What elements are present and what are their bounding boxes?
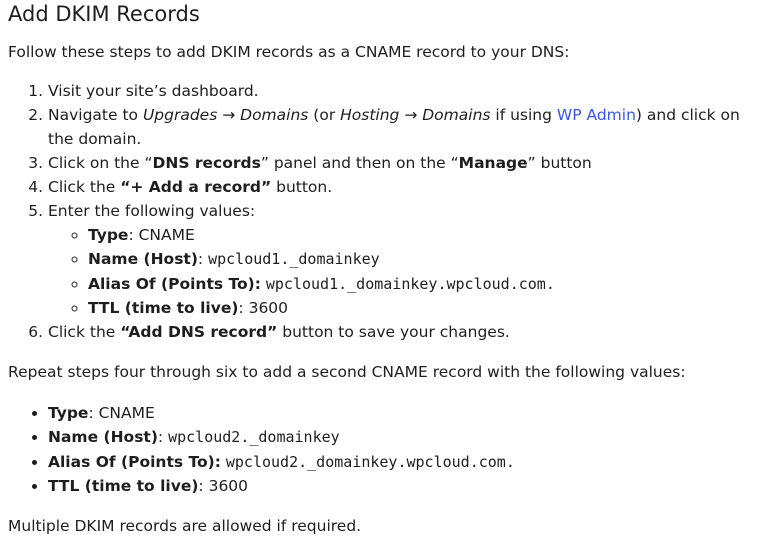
wp-admin-link[interactable]: WP Admin [556, 106, 636, 124]
value-code: wpcloud2._domainkey.wpcloud.com. [225, 452, 515, 471]
value-label: Alias Of (Points To): [48, 452, 221, 471]
intro-paragraph: Follow these steps to add DKIM records as a CNAME record to your DNS: [8, 43, 570, 61]
second-record-values [8, 401, 765, 498]
step-1-text: Visit your site’s dashboard. [48, 82, 259, 100]
outro-paragraph: Multiple DKIM records are allowed if required. [8, 517, 362, 536]
step-5 [48, 199, 765, 320]
value-item [88, 272, 765, 296]
value-code: wpcloud1._domainkey.wpcloud.com. [265, 274, 555, 293]
upgrades-menu-label: Upgrades [142, 106, 218, 124]
value-label: Alias Of (Points To): [88, 274, 261, 293]
value-item: ◦ Type: CNAME [88, 223, 765, 247]
dns-records-label: DNS records [152, 154, 261, 172]
step-6: 6. Click the “Add DNS record” button to save your changes. [48, 320, 765, 344]
page-title: Add DKIM Records [8, 2, 200, 26]
value-text: CNAME [138, 226, 195, 244]
value-item: ◦ TTL (time to live): 3600 [88, 296, 765, 320]
value-item [48, 450, 765, 474]
step-1 [48, 79, 765, 103]
value-text: CNAME [98, 404, 155, 423]
domains-menu-label: Domains [240, 106, 309, 124]
value-code: wpcloud2._domainkey [168, 428, 340, 447]
value-label: Type [88, 226, 129, 244]
value-label: Type [48, 404, 89, 423]
value-label: TTL (time to live) [88, 298, 239, 317]
step-3: 3. Click on the “DNS records” panel and then on the “Manage” button [48, 151, 765, 175]
steps-list [8, 79, 765, 344]
manage-label: Manage [458, 154, 528, 172]
add-record-label: “+ Add a record” [120, 178, 272, 196]
add-dns-record-label: “Add DNS record” [120, 323, 278, 342]
value-item: ◦ Name (Host): wpcloud1._domainkey [88, 247, 765, 271]
hosting-menu-label: Hosting [340, 106, 400, 124]
value-label: Name (Host) [48, 428, 158, 447]
value-label: TTL (time to live) [48, 477, 199, 496]
value-item: • TTL (time to live): 3600 [48, 474, 765, 498]
value-text: 3600 [208, 477, 249, 496]
step-4: 4. Click the “+ Add a record” button. [48, 175, 765, 199]
value-label: Name (Host) [88, 250, 198, 269]
step-5-text: Enter the following values: [48, 202, 256, 220]
repeat-paragraph: Repeat steps four through six to add a second CNAME record with the following values: [8, 363, 686, 382]
value-item: • Type: CNAME [48, 401, 765, 425]
step-2: 2. Navigate to Upgrades → Domains (or Hosting → Domains if using WP Admin) and click on the domain. [48, 103, 765, 151]
value-code: wpcloud1._domainkey [208, 250, 380, 269]
first-record-values [48, 223, 765, 320]
domains-menu-label-alt: Domains [422, 106, 491, 124]
value-item: • Name (Host): wpcloud2._domainkey [48, 425, 765, 449]
value-text: 3600 [248, 298, 289, 317]
